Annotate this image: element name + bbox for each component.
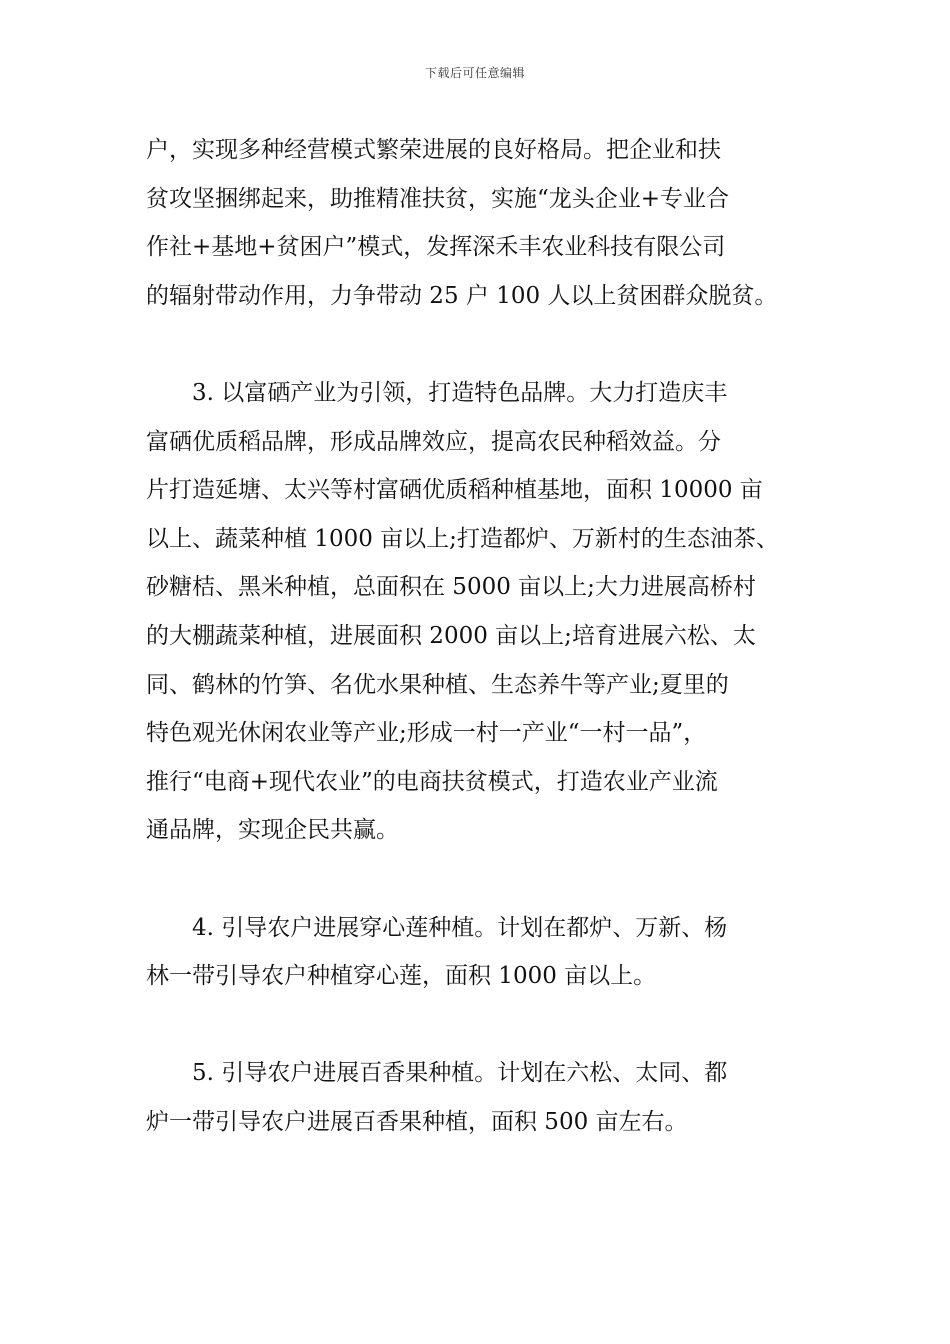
text-line: 以上、蔬菜种植 1000 亩以上;打造都炉、万新村的生态油茶、 [146,525,779,552]
text-line: 富硒优质稻品牌，形成品牌效应，提高农民种稻效益。分 [146,428,721,455]
text-line: 推行“电商+现代农业”的电商扶贫模式，打造农业产业流 [146,768,718,795]
paragraph-3-selenium-brand [146,369,806,855]
text-line: 砂糖桔、黑米种植，总面积在 5000 亩以上;大力进展高桥村 [146,574,756,601]
text-line: 贫攻坚捆绑起来，助推精准扶贫，实施“龙头企业+专业合 [146,185,730,212]
text-line: 的大棚蔬菜种植，进展面积 2000 亩以上;培育进展六松、太 [146,622,756,649]
text-line: 作社+基地+贫困户”模式，发挥深禾丰农业科技有限公司 [146,234,726,261]
text-line: 4. 引导农户进展穿心莲种植。计划在都炉、万新、杨 [146,914,728,941]
text-line: 林一带引导农户种植穿心莲，面积 1000 亩以上。 [146,963,657,990]
text-line: 片打造延塘、太兴等村富硒优质稻种植基地，面积 10000 亩 [146,477,763,504]
document-body [146,126,806,1146]
text-line: 的辐射带动作用，力争带动 25 户 100 人以上贫困群众脱贫。 [146,282,778,309]
text-line: 3. 以富硒产业为引领，打造特色品牌。大力打造庆丰 [146,379,728,406]
paragraph-spacer [146,855,806,904]
text-line: 户，实现多种经营模式繁荣进展的良好格局。把企业和扶 [146,137,721,163]
paragraph-spacer [146,320,806,369]
paragraph-4-andrographis [146,904,806,1001]
text-line: 同、鹤林的竹笋、名优水果种植、生态养牛等产业;夏里的 [146,671,729,698]
text-line: 5. 引导农户进展百香果种植。计划在六松、太同、都 [146,1060,728,1087]
page-header: 下载后可任意编辑 [424,66,525,80]
text-line: 炉一带引导农户进展百香果种植，面积 500 亩左右。 [146,1108,688,1135]
paragraph-5-passion-fruit [146,1049,806,1146]
paragraph-spacer [146,1001,806,1050]
text-line: 特色观光休闲农业等产业;形成一村一产业“一村一品”， [146,720,707,747]
paragraph-1 [146,126,806,320]
text-line: 通品牌，实现企民共赢。 [146,817,399,844]
